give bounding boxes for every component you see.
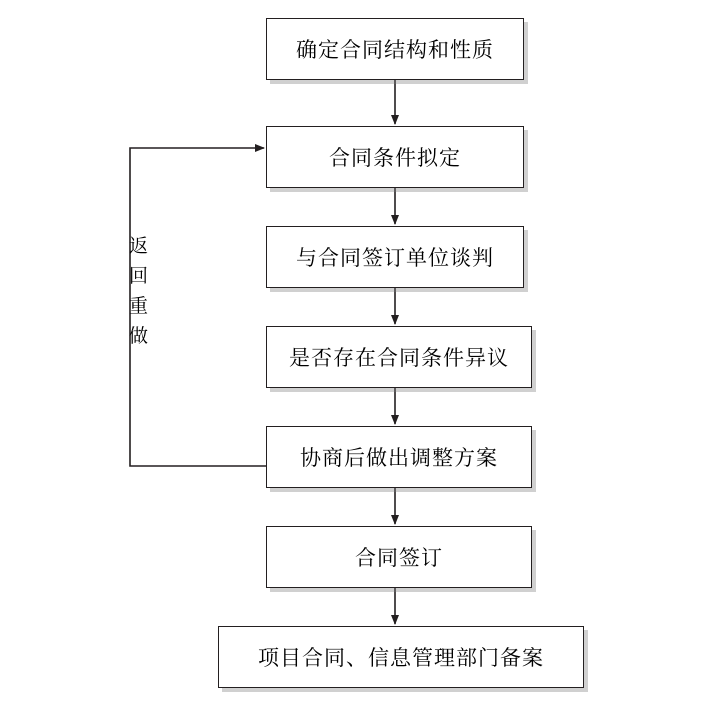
loop-label	[124, 232, 154, 352]
node-n7[interactable]	[218, 626, 584, 688]
node-n4-label: 是否存在合同条件异议	[289, 347, 509, 370]
loop-label-char-0: 返	[128, 236, 149, 257]
node-n7-label: 项目合同、信息管理部门备案	[258, 647, 544, 670]
loop-label-char-1: 回	[128, 266, 149, 287]
node-n6[interactable]	[266, 526, 532, 588]
node-n3-label: 与合同签订单位谈判	[296, 247, 494, 270]
node-n2-label: 合同条件拟定	[329, 147, 461, 170]
node-n6-label: 合同签订	[355, 547, 443, 570]
node-n2[interactable]	[266, 126, 524, 188]
node-n1[interactable]	[266, 18, 524, 80]
loop-label-char-2: 重	[128, 296, 149, 317]
node-n1-label: 确定合同结构和性质	[296, 39, 494, 62]
node-n5[interactable]	[266, 426, 532, 488]
node-n5-label: 协商后做出调整方案	[300, 447, 498, 470]
node-n4[interactable]	[266, 326, 532, 388]
node-n3[interactable]	[266, 226, 524, 288]
loop-label-char-3: 做	[128, 326, 149, 347]
